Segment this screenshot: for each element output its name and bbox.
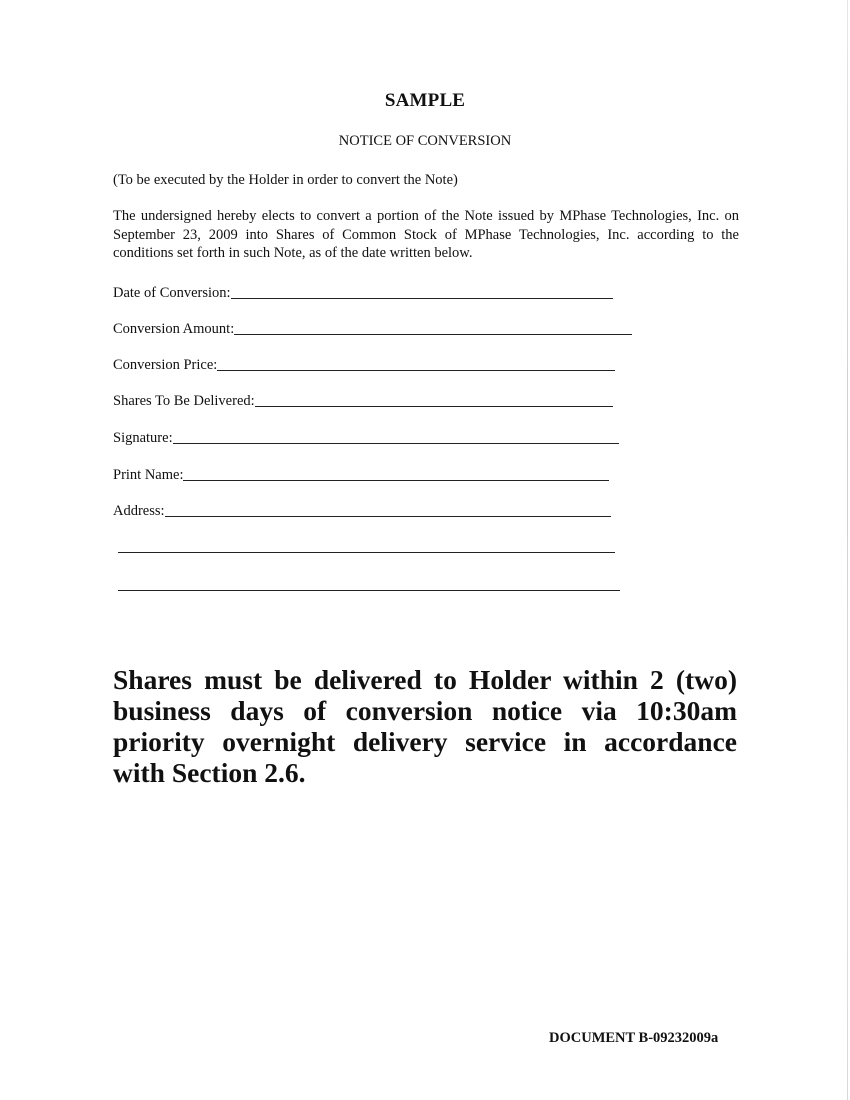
address-field[interactable] xyxy=(113,498,611,520)
signature-label: Signature: xyxy=(113,430,173,446)
print-name-line[interactable] xyxy=(183,480,609,481)
conversion-price-label: Conversion Price: xyxy=(113,357,218,373)
conversion-amount-label: Conversion Amount: xyxy=(113,321,235,337)
document-title: SAMPLE xyxy=(384,90,466,111)
signature-field[interactable] xyxy=(113,425,619,447)
election-paragraph: The undersigned hereby elects to convert a portion of the Note issued by MPhase Technologies, Inc. on September 23, 2009 into Shares of Common Stock of MPhase Technologies, Inc. according to the conditions set forth in such Note, as of the date written below. xyxy=(113,208,739,261)
date-of-conversion-field[interactable] xyxy=(113,280,613,302)
shares-to-be-delivered-field[interactable] xyxy=(113,388,613,410)
print-name-label: Print Name: xyxy=(113,467,184,483)
signature-line[interactable] xyxy=(173,443,619,444)
shares-to-be-delivered-line[interactable] xyxy=(255,406,613,407)
execution-instruction: (To be executed by the Holder in order to convert the Note) xyxy=(113,172,458,188)
date-of-conversion-label: Date of Conversion: xyxy=(113,285,231,301)
document-subtitle: NOTICE OF CONVERSION xyxy=(338,133,512,149)
conversion-price-line[interactable] xyxy=(217,370,615,371)
scan-edge-shadow xyxy=(847,0,848,1100)
shares-to-be-delivered-label: Shares To Be Delivered: xyxy=(113,393,255,409)
delivery-notice: Shares must be delivered to Holder within 2 (two) business days of conversion notice via 10:30am priority overnight delivery service in accordance with Section 2.6. xyxy=(113,664,737,788)
conversion-amount-line[interactable] xyxy=(234,334,632,335)
address-line-2[interactable] xyxy=(118,552,615,553)
date-of-conversion-line[interactable] xyxy=(231,298,613,299)
address-line-3[interactable] xyxy=(118,590,620,591)
address-line-1[interactable] xyxy=(165,516,611,517)
print-name-field[interactable] xyxy=(113,462,609,484)
document-id: DOCUMENT B-09232009a xyxy=(549,1030,719,1046)
address-label: Address: xyxy=(113,503,165,519)
conversion-price-field[interactable] xyxy=(113,352,615,374)
conversion-amount-field[interactable] xyxy=(113,316,632,338)
